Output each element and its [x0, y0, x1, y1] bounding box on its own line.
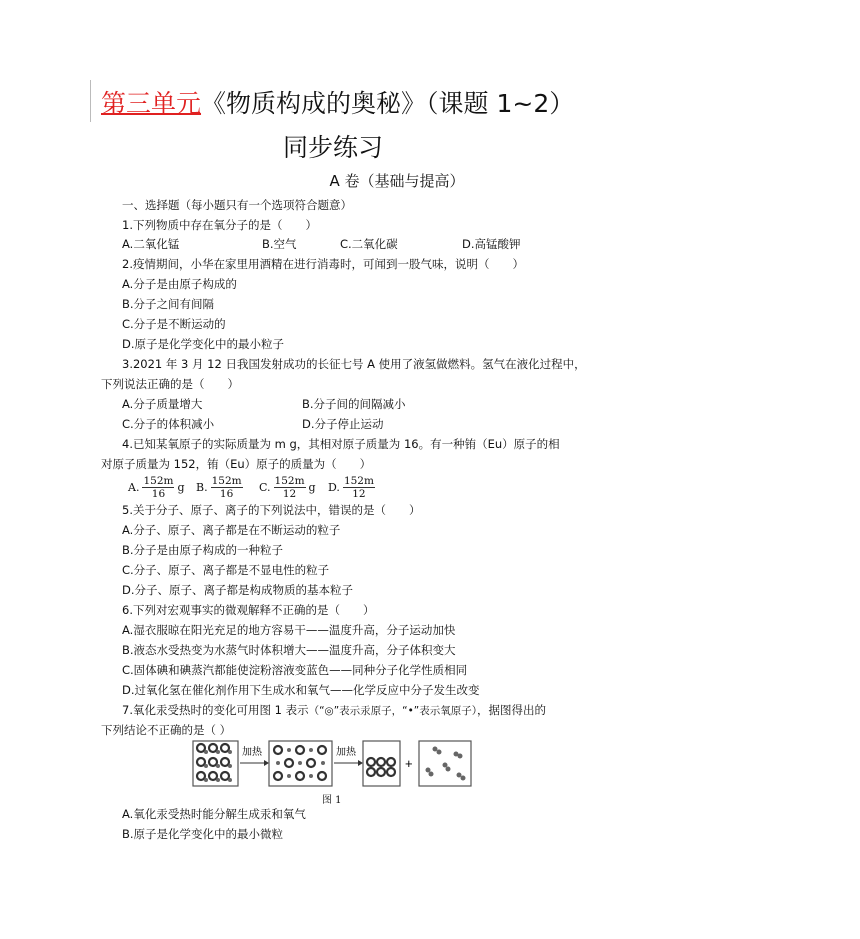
atom-legend: （“◎”表示汞原子，“•”表示氧原子）	[308, 705, 477, 717]
q6-option-d: D.过氧化氢在催化剂作用下生成水和氧气——化学反应中分子发生改变	[122, 683, 480, 697]
question-7-stem-line1: 7.氧化汞受热时的变化可用图 1 表示（“◎”表示汞原子，“•”表示氧原子），据图得出的	[122, 703, 546, 717]
part-heading: 一、选择题（每小题只有一个选项符合题意）	[122, 198, 352, 212]
q5-option-d: D.分子、原子、离子都是构成物质的基本粒子	[122, 583, 354, 597]
q5-option-b: B.分子是由原子构成的一种粒子	[122, 543, 284, 557]
q1-option-d: D.高锰酸钾	[462, 237, 521, 251]
q2-option-a: A.分子是由原子构成的	[122, 277, 237, 291]
figure-caption: 图 1	[322, 795, 342, 806]
plus-sign: +	[405, 756, 413, 771]
question-7-stem-line2: 下列结论不正确的是（ ）	[101, 723, 232, 737]
question-4-stem-line2: 对原子质量为 152，铕（Eu）原子的质量为（ ）	[101, 457, 372, 471]
q6-option-b: B.液态水受热变为水蒸气时体积增大——温度升高，分子体积变大	[122, 643, 456, 657]
q4-option-a: A. $\frac{152m}{16}$ g	[128, 475, 185, 500]
q2-option-c: C.分子是不断运动的	[122, 317, 226, 331]
arrow-2-label: 加热	[336, 747, 356, 758]
q2-option-b: B.分子之间有间隔	[122, 297, 215, 311]
question-4-stem-line1: 4.已知某氧原子的实际质量为 m g，其相对原子质量为 16。有一种铕（Eu）原子的相	[122, 437, 560, 451]
page-title	[101, 84, 574, 120]
question-5-stem: 5.关于分子、原子、离子的下列说法中，错误的是（ ）	[122, 503, 421, 517]
question-3-stem-line1: 3.2021 年 3 月 12 日我国发射成功的长征七号 A 使用了液氢做燃料。氢气在液化过程中，	[122, 357, 586, 371]
arrow-1-label: 加热	[242, 747, 262, 758]
q3-option-c: C.分子的体积减小	[122, 417, 215, 431]
figure-1-diagram	[192, 738, 482, 790]
q3-option-b: B.分子间的间隔减小	[302, 397, 406, 411]
q6-option-a: A.湿衣服晾在阳光充足的地方容易干——温度升高，分子运动加快	[122, 623, 456, 637]
q1-option-c: C.二氧化碳	[340, 237, 398, 251]
q6-option-c: C.固体碘和碘蒸汽都能使淀粉溶液变蓝色——同种分子化学性质相同	[122, 663, 468, 677]
q1-option-a: A.二氧化锰	[122, 237, 180, 251]
q2-option-d: D.原子是化学变化中的最小粒子	[122, 337, 285, 351]
q5-option-a: A.分子、原子、离子都是在不断运动的粒子	[122, 523, 341, 537]
q1-option-b: B.空气	[262, 237, 297, 251]
section-heading: A 卷（基础与提高）	[329, 172, 465, 190]
unit-title: 《物质构成的奥秘》（课题 1~2）	[201, 89, 575, 118]
unit-label: 第三单元	[101, 89, 202, 118]
question-1-stem: 1.下列物质中存在氧分子的是（ ）	[122, 218, 317, 232]
q3-option-d: D.分子停止运动	[302, 417, 384, 431]
question-3-stem-line2: 下列说法正确的是（ ）	[101, 377, 239, 391]
page-subtitle: 同步练习	[283, 133, 384, 162]
q4-option-d: D. $\frac{152m}{12}$	[328, 475, 374, 500]
mercury-oxide-molecules	[197, 744, 232, 782]
margin-line	[90, 80, 91, 122]
q4-option-c: C. $\frac{152m}{12}$ g	[259, 475, 316, 500]
q5-option-c: C.分子、原子、离子都是不显电性的粒子	[122, 563, 330, 577]
mercury-metal-atoms	[367, 758, 395, 776]
question-2-stem: 2.疫情期间，小华在家里用酒精在进行消毒时，可闻到一股气味，说明（ ）	[122, 257, 524, 271]
q7-option-b: B.原子是化学变化中的最小微粒	[122, 827, 284, 841]
q4-option-b: B. $\frac{152m}{16}$	[196, 475, 242, 500]
q3-option-a: A.分子质量增大	[122, 397, 203, 411]
question-6-stem: 6.下列对宏观事实的微观解释不正确的是（ ）	[122, 603, 375, 617]
q7-option-a: A.氧化汞受热时能分解生成汞和氧气	[122, 807, 306, 821]
